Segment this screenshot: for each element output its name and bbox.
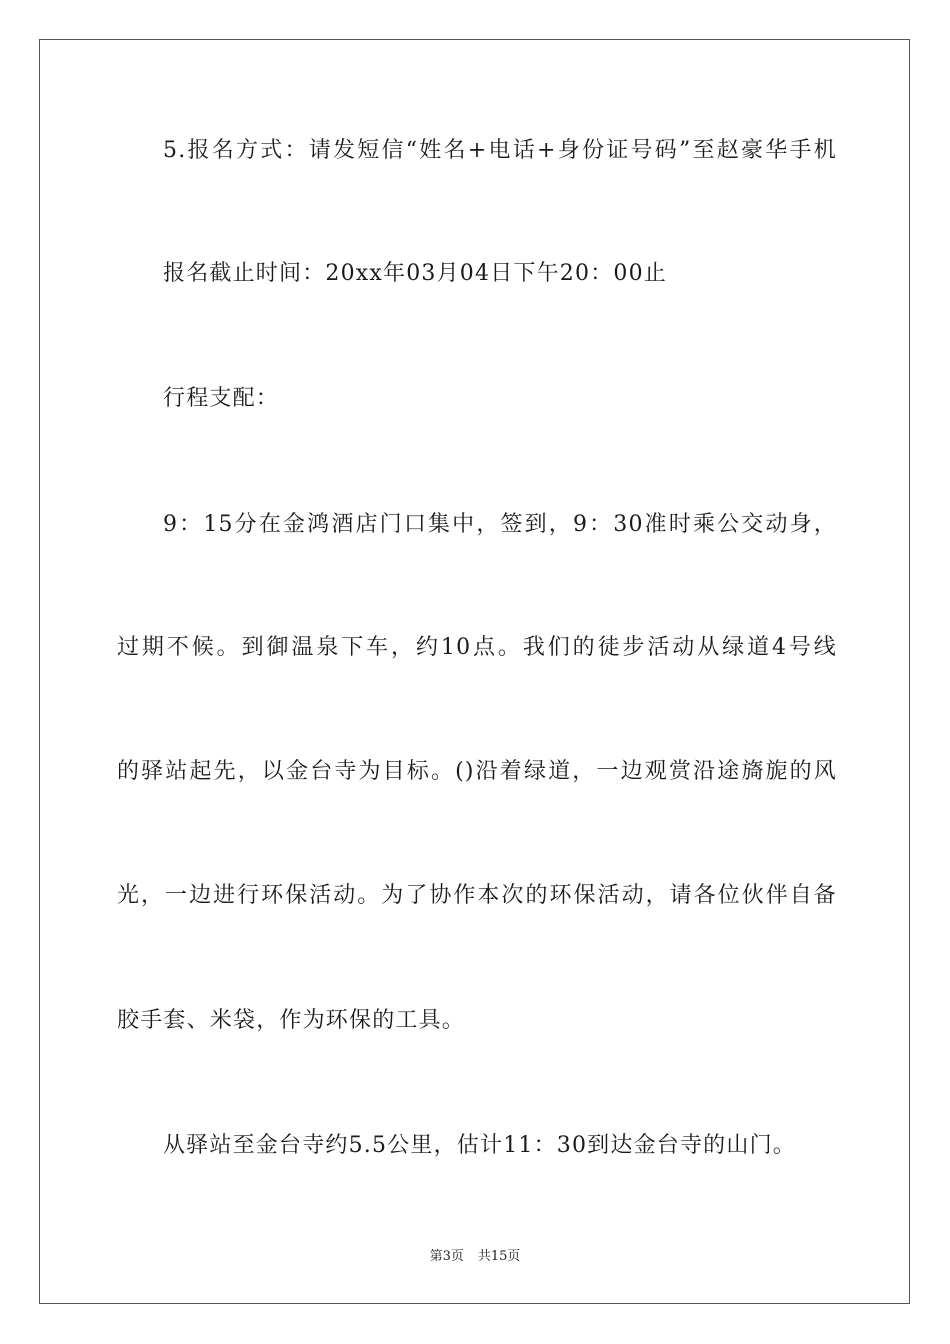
- paragraph-line: 从驿站至金台寺约5.5公里，估计11：30到达金台寺的山门。: [163, 1133, 796, 1158]
- page-footer: [0, 1248, 950, 1266]
- itinerary-heading: 行程支配：: [163, 386, 280, 411]
- total-pages: 共15页: [477, 1249, 521, 1264]
- paragraph-line: 的驿站起先，以金台寺为目标。()沿着绿道，一边观赏沿途旖旎的风: [117, 759, 837, 784]
- registration-method-line: 5.报名方式：请发短信“姓名+电话+身份证号码”至赵豪华手机: [163, 138, 837, 163]
- registration-deadline-line: 报名截止时间：20xx年03月04日下午20：00止: [163, 261, 667, 286]
- paragraph-line: 胶手套、米袋，作为环保的工具。: [117, 1008, 466, 1033]
- page-number: 第3页: [429, 1249, 464, 1264]
- page-border: [39, 39, 910, 1304]
- paragraph-line: 9：15分在金鸿酒店门口集中，签到，9：30准时乘公交动身，: [163, 512, 837, 537]
- paragraph-line: 过期不候。到御温泉下车，约10点。我们的徒步活动从绿道4号线: [117, 635, 837, 660]
- paragraph-line: 光，一边进行环保活动。为了协作本次的环保活动，请各位伙伴自备: [117, 883, 837, 908]
